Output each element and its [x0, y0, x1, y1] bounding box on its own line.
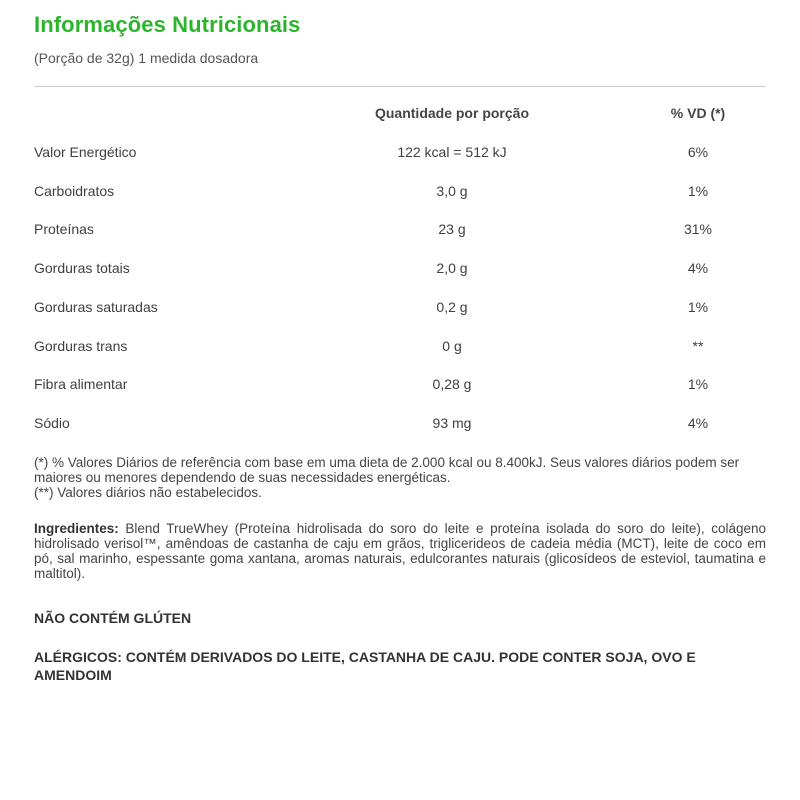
table-header [34, 105, 766, 127]
footnote-vd: (*) % Valores Diários de referência com base em uma dieta de 2.000 kcal ou 8.400kJ. Seus valores diários podem ser maiores ou menores dependendo de suas necessidades energéticas. [34, 455, 740, 485]
column-header-quantity: Quantidade por porção [374, 105, 529, 121]
table-row [34, 415, 766, 437]
table-row [34, 376, 766, 398]
nutrient-vd: 1% [687, 183, 709, 199]
nutrient-quantity: 3,0 g [436, 183, 468, 199]
nutrient-vd: 4% [687, 260, 709, 276]
divider [34, 86, 766, 87]
table-row [34, 183, 766, 205]
ingredients-blend: Blend [118, 521, 167, 536]
page-title: Informações Nutricionais [34, 12, 301, 37]
nutrient-quantity: 122 kcal = 512 kJ [397, 144, 507, 160]
nutrient-vd: 1% [687, 299, 709, 315]
nutrient-name: Proteínas [34, 221, 94, 237]
nutrient-name: Sódio [34, 415, 70, 431]
nutrient-name: Fibra alimentar [34, 376, 128, 392]
nutrient-quantity: 0,28 g [432, 376, 472, 392]
table-row [34, 221, 766, 243]
ingredients-text [34, 521, 766, 581]
nutrient-name: Gorduras totais [34, 260, 130, 276]
nutrient-quantity: 23 g [438, 221, 466, 237]
nutrient-vd: 1% [687, 376, 709, 392]
table-row [34, 260, 766, 282]
nutrient-vd: ** [692, 338, 704, 354]
nutrient-name: Gorduras trans [34, 338, 128, 354]
gluten-statement: NÃO CONTÉM GLÚTEN [34, 610, 192, 626]
table-row [34, 144, 766, 166]
nutrient-quantity: 0,2 g [436, 299, 468, 315]
ingredients-label: Ingredientes: [34, 521, 119, 536]
table-row [34, 338, 766, 360]
footnotes [34, 455, 766, 500]
ingredients-brand: TrueWhey [166, 521, 228, 536]
nutrient-quantity: 0 g [442, 338, 462, 354]
nutrient-name: Carboidratos [34, 183, 115, 199]
footnote-not-established: (**) Valores diários não estabelecidos. [34, 485, 262, 500]
column-header-vd: % VD (*) [670, 105, 726, 121]
nutrient-vd: 4% [687, 415, 709, 431]
nutrient-quantity: 2,0 g [436, 260, 468, 276]
portion-info: (Porção de 32g) 1 medida dosadora [34, 50, 259, 66]
nutrient-quantity: 93 mg [432, 415, 472, 431]
nutrient-name: Valor Energético [34, 144, 137, 160]
nutrient-vd: 6% [687, 144, 709, 160]
nutrient-name: Gorduras saturadas [34, 299, 158, 315]
table-row [34, 299, 766, 321]
ingredients-list: (Proteína hidrolisada do soro do leite e proteína isolada do soro do leite), colágeno hidrolisado verisol™, amêndoas de castanha de caju em grãos, triglicerideos de cadeia média (MCT), leite de coco em pó, sal marinho, espessante goma xantana, aromas naturais, edulcorantes naturais (glicosídeos de esteviol, taumatina e maltitol). [34, 521, 766, 581]
nutrient-vd: 31% [683, 221, 713, 237]
allergens-statement: ALÉRGICOS: CONTÉM DERIVADOS DO LEITE, CASTANHA DE CAJU. PODE CONTER SOJA, OVO E AMENDOIM [34, 649, 696, 683]
